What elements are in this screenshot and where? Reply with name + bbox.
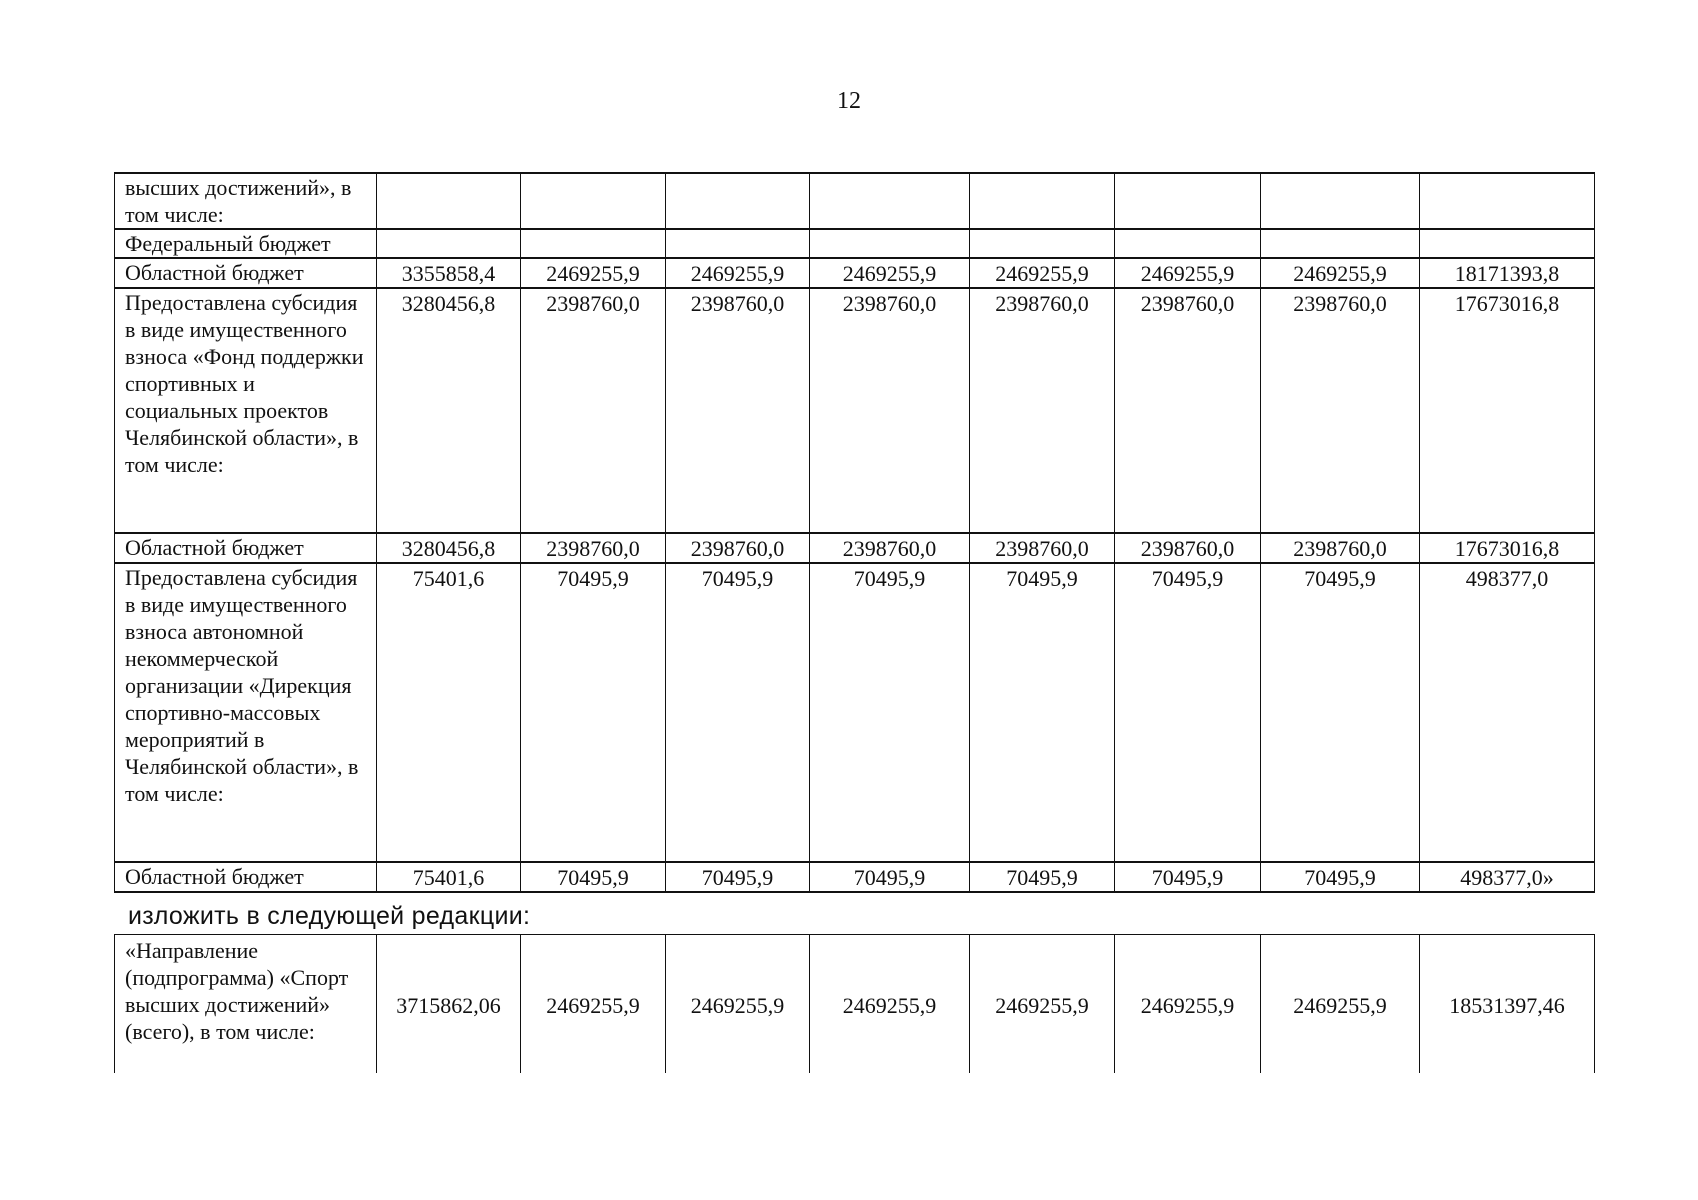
table-cell: 2398760,0 [1115,533,1261,563]
table-cell: 2398760,0 [1261,288,1420,533]
table-cell: 18531397,46 [1420,935,1595,1074]
table-row [115,862,1595,892]
table-cell [666,229,810,258]
table-cell: 2398760,0 [521,533,666,563]
table-cell: 3280456,8 [377,533,521,563]
table-cell: 2469255,9 [810,258,970,288]
budget-table-new-edition [114,934,1595,1073]
table-cell: 70495,9 [521,862,666,892]
table-cell [970,229,1115,258]
table-row [115,229,1595,258]
table-cell [377,229,521,258]
table-cell [521,229,666,258]
table-cell: 2398760,0 [970,533,1115,563]
table-cell: 2398760,0 [1261,533,1420,563]
row-label: Предоставлена субсидия в виде имущественного взноса автономной некоммерческой организации «Дирекция спортивно-массовых мероприятий в Челябинской области», в том числе: [115,563,377,862]
table-cell [970,173,1115,229]
table-cell: 2469255,9 [970,935,1115,1074]
table-cell: 498377,0 [1420,563,1595,862]
row-label: Областной бюджет [115,533,377,563]
table-cell: 2469255,9 [666,935,810,1074]
table-cell: 2469255,9 [810,935,970,1074]
table-cell: 2469255,9 [1115,258,1261,288]
table-cell: 70495,9 [1115,563,1261,862]
table-cell: 2398760,0 [521,288,666,533]
row-label: Областной бюджет [115,862,377,892]
page-number: 12 [837,88,861,114]
table-cell: 2398760,0 [666,533,810,563]
table-cell [1420,229,1595,258]
table-cell: 2469255,9 [1115,935,1261,1074]
table-cell: 18171393,8 [1420,258,1595,288]
table-cell: 70495,9 [810,563,970,862]
table-cell: 17673016,8 [1420,288,1595,533]
table-row [115,935,1595,1074]
table-cell: 2398760,0 [970,288,1115,533]
table-cell: 70495,9 [666,563,810,862]
table-cell: 70495,9 [970,563,1115,862]
table-cell: 70495,9 [666,862,810,892]
budget-table-previous [114,172,1595,893]
table-cell: 2398760,0 [810,288,970,533]
table-cell [666,173,810,229]
table-cell [1115,173,1261,229]
table-cell: 2398760,0 [666,288,810,533]
table-cell: 2469255,9 [521,935,666,1074]
table-row [115,173,1595,229]
table-cell: 498377,0» [1420,862,1595,892]
table-row [115,258,1595,288]
table-cell [1420,173,1595,229]
table-row [115,533,1595,563]
table-cell: 70495,9 [1261,862,1420,892]
table-cell: 70495,9 [521,563,666,862]
table-cell: 70495,9 [1115,862,1261,892]
table-cell: 2469255,9 [1261,935,1420,1074]
table-cell: 17673016,8 [1420,533,1595,563]
amendment-instruction: изложить в следующей редакции: [128,902,531,930]
table-cell: 2469255,9 [1261,258,1420,288]
table-cell: 2469255,9 [970,258,1115,288]
table-cell [1261,229,1420,258]
row-label: Областной бюджет [115,258,377,288]
table-cell: 2398760,0 [810,533,970,563]
table-cell: 3715862,06 [377,935,521,1074]
row-label: Предоставлена субсидия в виде имущественного взноса «Фонд поддержки спортивных и социальных проектов Челябинской области», в том числе: [115,288,377,533]
row-label: «Направление (подпрограмма) «Спорт высших достижений» (всего), в том числе: [115,935,377,1074]
table-cell: 75401,6 [377,563,521,862]
table-cell [810,229,970,258]
row-label: Федеральный бюджет [115,229,377,258]
table-cell: 2469255,9 [521,258,666,288]
table-cell: 3280456,8 [377,288,521,533]
table-cell [810,173,970,229]
row-label: высших достижений», в том числе: [115,173,377,229]
table-cell [377,173,521,229]
table-cell [1261,173,1420,229]
table-cell [521,173,666,229]
table-cell: 75401,6 [377,862,521,892]
table-row [115,563,1595,862]
table-cell: 3355858,4 [377,258,521,288]
table-cell: 2469255,9 [666,258,810,288]
table-cell [1115,229,1261,258]
table-cell: 2398760,0 [1115,288,1261,533]
table-cell: 70495,9 [970,862,1115,892]
table-cell: 70495,9 [810,862,970,892]
table-cell: 70495,9 [1261,563,1420,862]
table-row [115,288,1595,533]
